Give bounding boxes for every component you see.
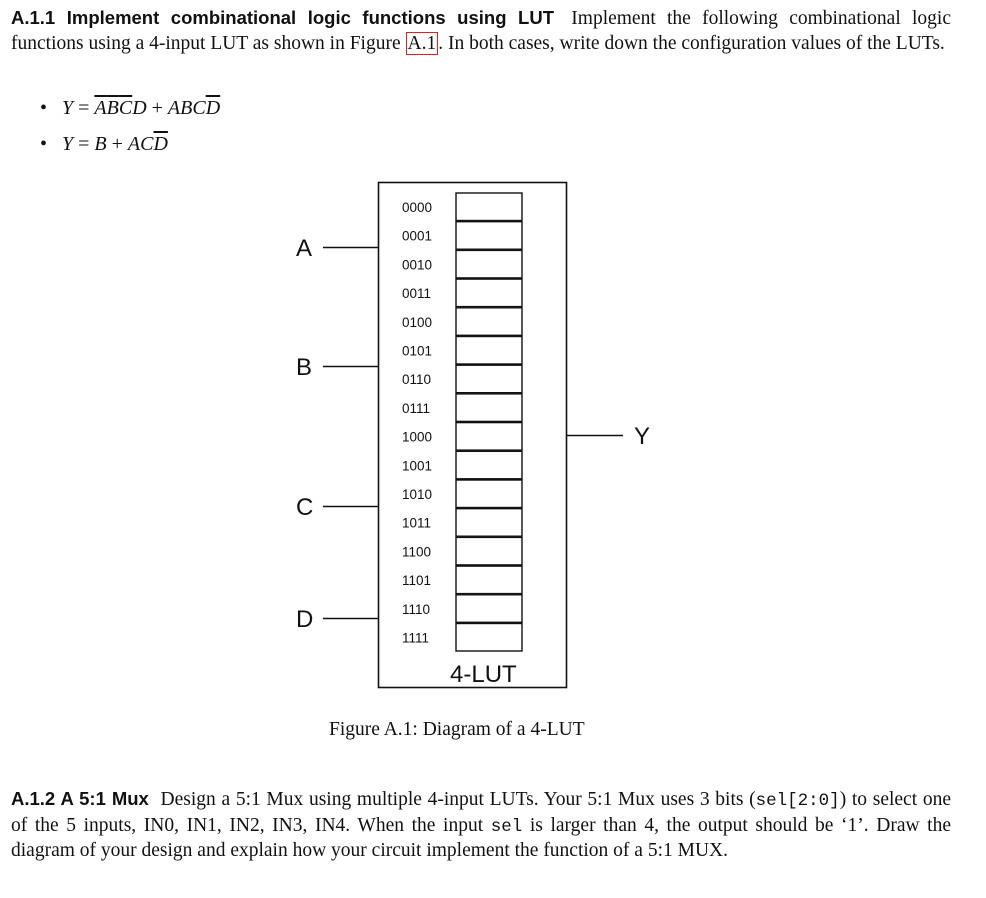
lut-cell (456, 480, 522, 508)
eq2-part: + (106, 133, 128, 155)
lut-address-label: 1111 (402, 630, 430, 646)
lut-address-label: 0001 (402, 228, 433, 244)
lut-inputs (296, 235, 378, 633)
output-label-y: Y (634, 423, 651, 450)
lut-address-label: 1010 (402, 487, 433, 502)
figure-caption: Figure A.1: Diagram of a 4-LUT (329, 719, 585, 740)
eq1-part: $\overline{A}$ (94, 97, 107, 119)
eq2-part: = (73, 133, 95, 155)
section-a11-text-2: . In both cases, write down the configuration values of the LUTs. (438, 32, 945, 54)
lut-cell (456, 394, 522, 422)
section-a12-text-3: is larger than 4, the output should be ‘1’. Draw the diagram of your design and explain how your circuit implement the function of a 5:1 MUX. (11, 814, 951, 861)
section-a11-text: Implement the following combinational logic functions using a 4-input LUT as shown in Figure (11, 8, 952, 54)
lut-cell (456, 451, 522, 479)
eq1-part: + (146, 97, 168, 119)
eq1-part: ABC (167, 97, 206, 119)
lut-cells (456, 193, 522, 651)
bullet-icon: • (40, 133, 48, 155)
lut-address-label: 1100 (402, 544, 432, 560)
lut-cell (456, 193, 522, 221)
lut-cell (456, 509, 522, 537)
lut-address-label: 1011 (402, 515, 432, 531)
section-a12-heading: A.1.2 A 5:1 Mux (11, 788, 149, 809)
eq1-part: $\overline{B}$ (106, 97, 119, 119)
input-label-d: D (296, 606, 314, 633)
lut-address-label: 0110 (402, 372, 432, 388)
lut-cell (456, 595, 522, 623)
bullet-icon: • (40, 97, 48, 119)
lut-cell (456, 537, 522, 565)
input-label-b: B (296, 354, 313, 381)
eq1-part: D (132, 97, 147, 119)
eq1-part: = (73, 97, 95, 119)
lut-address-label: 0010 (402, 257, 433, 273)
eq2-part: AC (127, 133, 154, 155)
lut-cell (456, 279, 522, 307)
eq1-part: $\overline{D}$ (205, 97, 221, 119)
section-a12-paragraph (11, 787, 951, 864)
section-a11-heading: A.1.1 Implement combinational logic functions using LUT (11, 7, 555, 28)
sel-code: sel[2:0] (755, 791, 840, 811)
lut-cell (456, 250, 522, 278)
lut-cell (456, 222, 522, 250)
lut-label: 4-LUT (450, 661, 517, 688)
lut-addresses (402, 200, 432, 646)
lut-cell (456, 308, 522, 336)
lut-cell (456, 624, 522, 652)
input-label-c: C (296, 494, 314, 521)
lut-cell (456, 337, 522, 365)
section-a12-text-1: Design a 5:1 Mux using multiple 4-input LUTs. Your 5:1 Mux uses 3 bits ( (160, 789, 756, 810)
input-label-a: A (296, 235, 313, 262)
eq1-part: $\overline{C}$ (118, 97, 133, 119)
lut-address-label: 0100 (402, 314, 433, 330)
figure-ref-link[interactable]: A.1 (407, 32, 437, 54)
eq2-part: $\overline{D}$ (153, 133, 168, 155)
lut-cell (456, 566, 522, 594)
section-a12-text-2: ) to select one of the 5 inputs, IN0, IN1, IN2, IN3, IN4. When the input (11, 789, 951, 836)
lut-address-label: 0011 (402, 286, 432, 302)
lut-address-label: 1110 (402, 601, 431, 617)
lut-address-label: 1101 (402, 573, 432, 589)
eq1-part: Y (62, 97, 74, 119)
lut-address-label: 1000 (402, 429, 433, 445)
lut-address-label: 0101 (402, 343, 433, 359)
lut-address-label: 1001 (402, 458, 433, 474)
lut-cell (456, 365, 522, 393)
lut-address-label: 0111 (402, 400, 431, 416)
lut-address-label: 0000 (402, 200, 433, 215)
sel-code-2: sel (490, 816, 523, 837)
eq2-part: Y (62, 133, 74, 155)
eq2-part: B (94, 133, 107, 155)
lut-cell (456, 423, 522, 451)
